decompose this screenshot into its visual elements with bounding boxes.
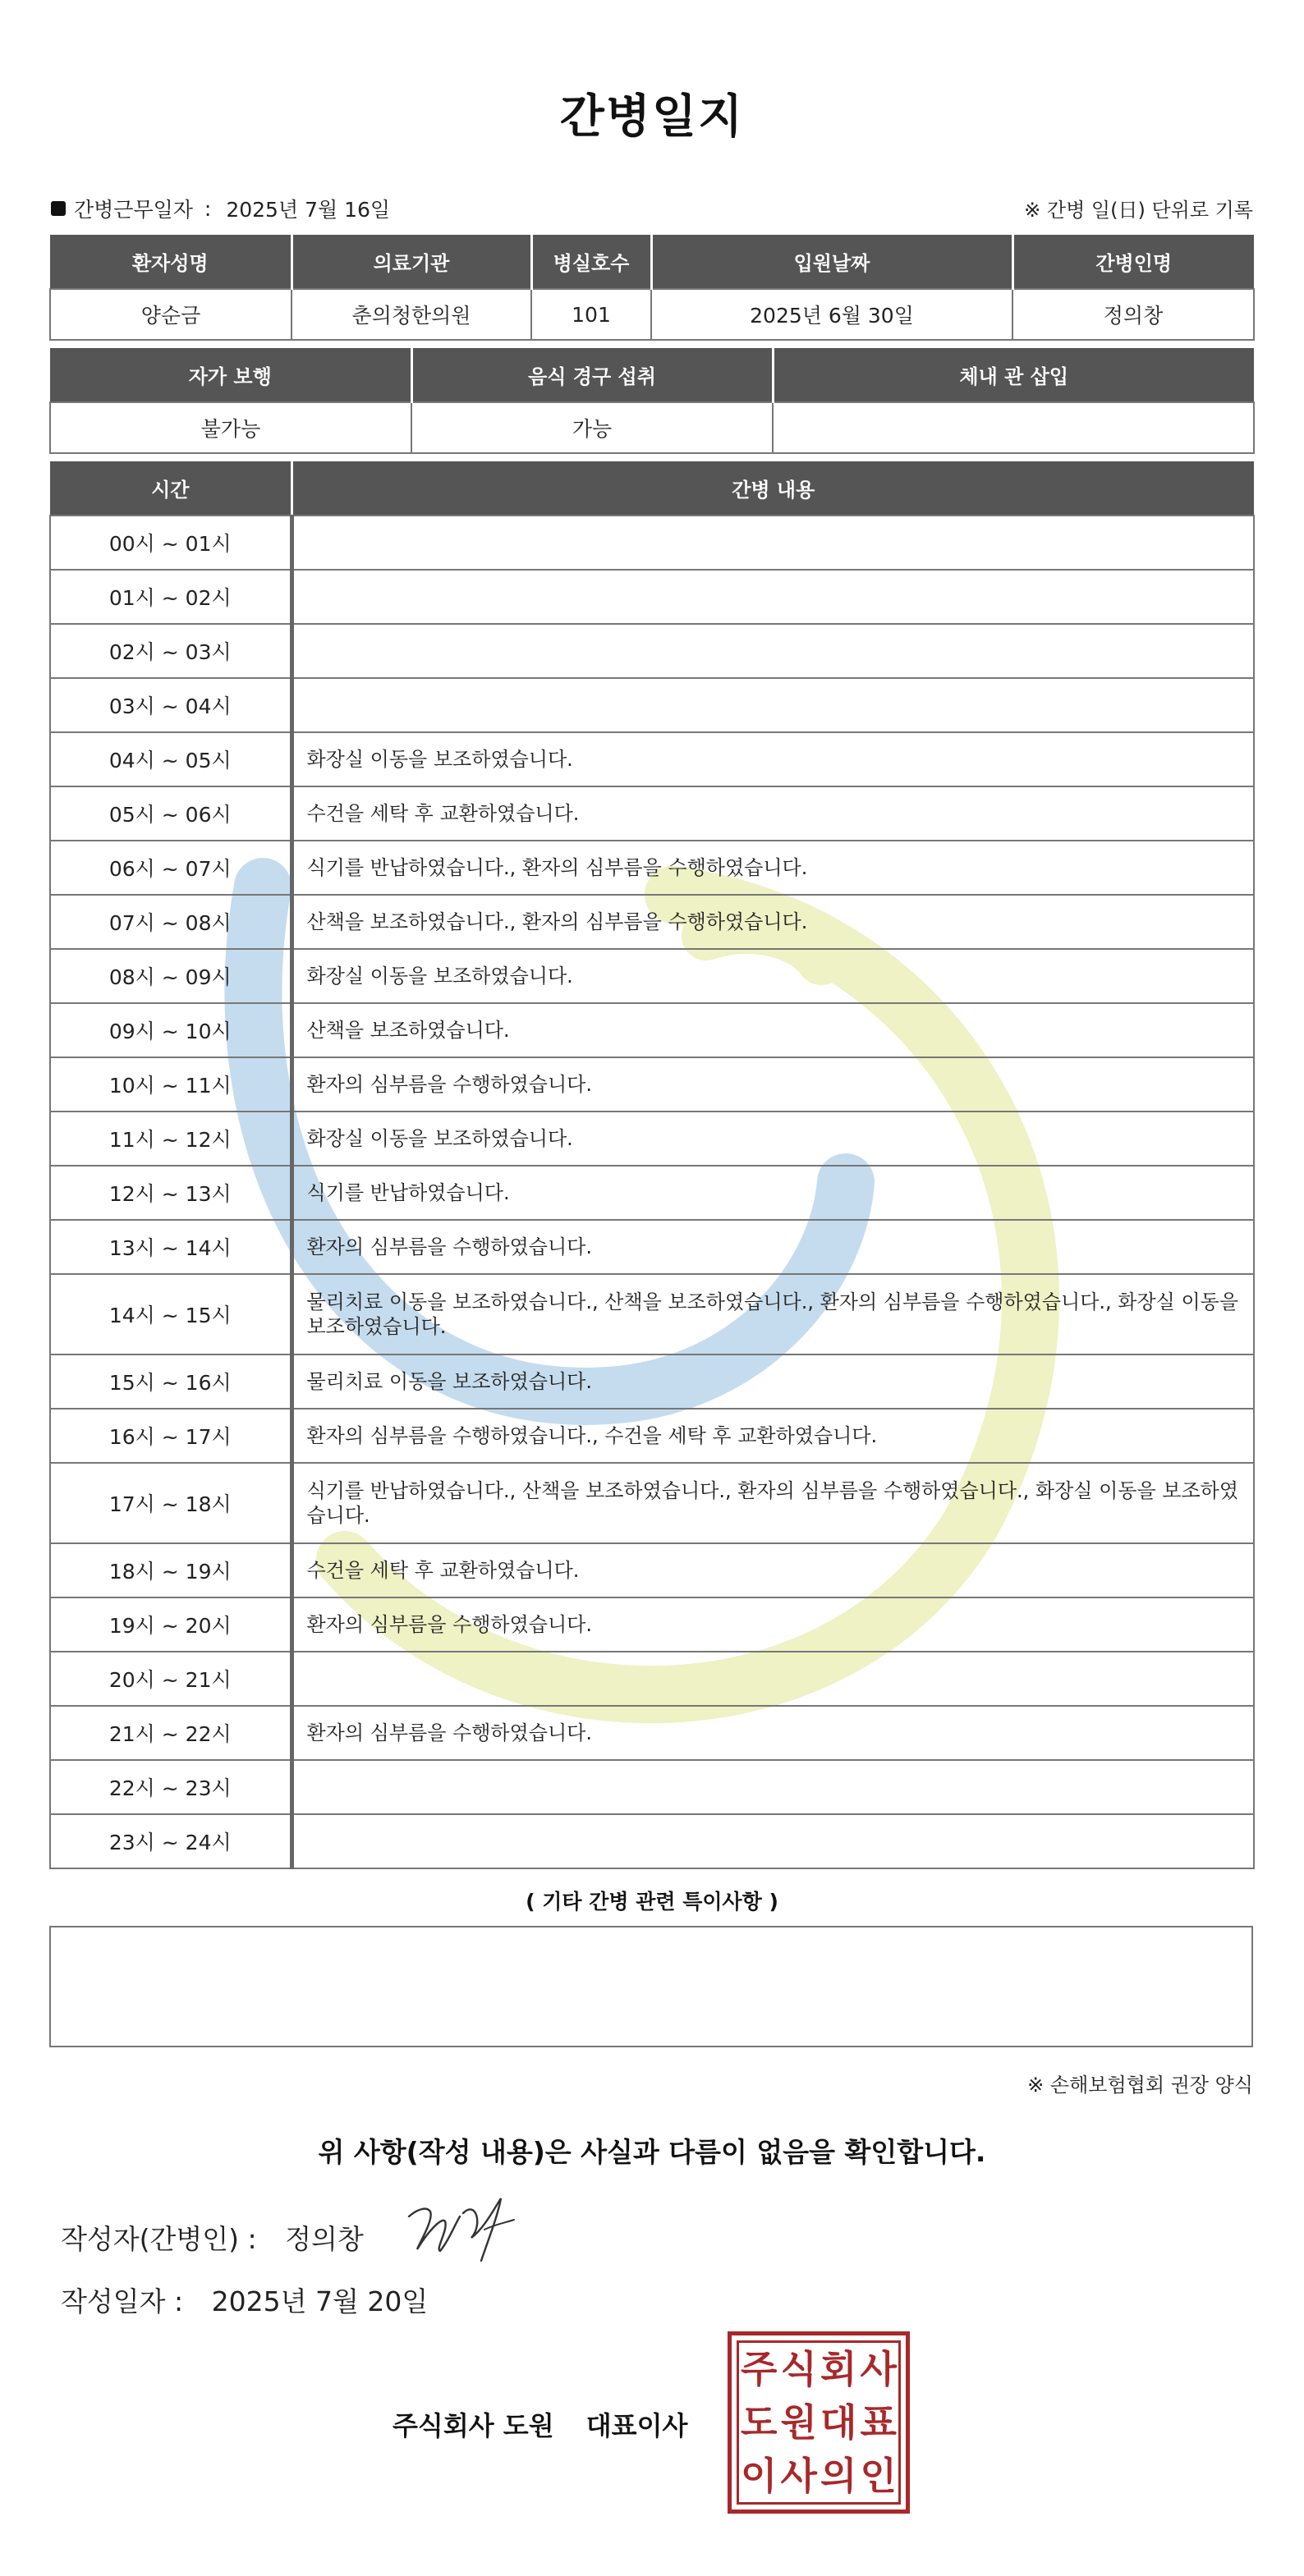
seal-char: 원 bbox=[780, 2400, 817, 2445]
document-title: 간병일지 bbox=[559, 90, 745, 144]
patient-info-table bbox=[49, 235, 1255, 341]
form-note: ※ 손해보험협회 권장 양식 bbox=[1027, 2074, 1253, 2097]
care-log-row bbox=[50, 841, 1254, 895]
company-line bbox=[393, 2405, 687, 2443]
care-log-time: 04시 ~ 05시 bbox=[50, 732, 292, 786]
patient-status-table bbox=[49, 348, 1255, 454]
seal-grid bbox=[737, 2340, 901, 2505]
seal-char: 식 bbox=[780, 2347, 817, 2392]
work-date-colon: : bbox=[204, 196, 212, 221]
seal-char: 사 bbox=[780, 2453, 817, 2498]
care-log-row bbox=[50, 1057, 1254, 1112]
care-log-row bbox=[50, 1814, 1254, 1868]
oral-intake-value: 가능 bbox=[411, 402, 773, 453]
header-room: 병실호수 bbox=[531, 235, 651, 289]
care-log-content: 화장실 이동을 보조하였습니다. bbox=[292, 949, 1254, 1003]
care-log-time: 13시 ~ 14시 bbox=[50, 1220, 292, 1274]
care-log-time: 05시 ~ 06시 bbox=[50, 786, 292, 841]
header-tube-insertion: 체내 관 삽입 bbox=[773, 348, 1254, 402]
care-log-content bbox=[292, 624, 1254, 678]
care-log-time: 14시 ~ 15시 bbox=[50, 1274, 292, 1354]
care-log-body bbox=[50, 516, 1254, 1868]
care-log-time: 09시 ~ 10시 bbox=[50, 1003, 292, 1057]
care-log-row bbox=[50, 678, 1254, 732]
writer-label: 작성자(간병인) : bbox=[61, 2223, 257, 2255]
seal-char: 표 bbox=[860, 2400, 897, 2445]
care-log-time: 18시 ~ 19시 bbox=[50, 1543, 292, 1597]
seal-char: 의 bbox=[820, 2453, 857, 2498]
written-date-line bbox=[61, 2280, 428, 2319]
care-log-content: 물리치료 이동을 보조하였습니다. bbox=[292, 1354, 1254, 1409]
header-oral-intake: 음식 경구 섭취 bbox=[411, 348, 773, 402]
care-log-row bbox=[50, 624, 1254, 678]
seal-char: 대 bbox=[820, 2400, 857, 2445]
patient-name: 양순금 bbox=[50, 289, 292, 340]
care-log-time: 20시 ~ 21시 bbox=[50, 1652, 292, 1706]
seal-char: 주 bbox=[741, 2347, 778, 2392]
care-log-time: 11시 ~ 12시 bbox=[50, 1112, 292, 1166]
hospital-name: 춘의청한의원 bbox=[292, 289, 531, 340]
care-log-row bbox=[50, 1652, 1254, 1706]
care-log-content: 수건을 세탁 후 교환하였습니다. bbox=[292, 786, 1254, 841]
care-log-content: 식기를 반납하였습니다., 환자의 심부름을 수행하였습니다. bbox=[292, 841, 1254, 895]
care-log-content: 환자의 심부름을 수행하였습니다. bbox=[292, 1597, 1254, 1652]
care-log-content: 산책을 보조하였습니다., 환자의 심부름을 수행하였습니다. bbox=[292, 895, 1254, 949]
room-number: 101 bbox=[531, 289, 651, 340]
care-log-time: 07시 ~ 08시 bbox=[50, 895, 292, 949]
care-log-row bbox=[50, 949, 1254, 1003]
care-log-content bbox=[292, 516, 1254, 570]
care-log-row bbox=[50, 1112, 1254, 1166]
writer-line bbox=[61, 2218, 364, 2257]
work-date-value: 2025년 7월 16일 bbox=[226, 198, 391, 222]
patient-value-row bbox=[50, 289, 1254, 340]
care-log-time: 15시 ~ 16시 bbox=[50, 1354, 292, 1409]
seal-char: 인 bbox=[860, 2453, 897, 2498]
care-log-row bbox=[50, 1220, 1254, 1274]
care-log-content: 수건을 세탁 후 교환하였습니다. bbox=[292, 1543, 1254, 1597]
care-log-content: 식기를 반납하였습니다. bbox=[292, 1166, 1254, 1220]
care-log-content: 환자의 심부름을 수행하였습니다., 수건을 세탁 후 교환하였습니다. bbox=[292, 1409, 1254, 1463]
care-log-row bbox=[50, 1003, 1254, 1057]
header-admission-date: 입원날짜 bbox=[651, 235, 1012, 289]
care-log-row bbox=[50, 732, 1254, 786]
special-notes-box bbox=[49, 1926, 1253, 2047]
care-log-content bbox=[292, 1814, 1254, 1868]
header-care-content: 간병 내용 bbox=[292, 461, 1254, 516]
care-log-header-row bbox=[50, 461, 1254, 516]
status-value-row bbox=[50, 402, 1254, 453]
care-log-time: 08시 ~ 09시 bbox=[50, 949, 292, 1003]
header-patient-name: 환자성명 bbox=[50, 235, 292, 289]
care-log-content bbox=[292, 1760, 1254, 1814]
written-date-label: 작성일자 : bbox=[61, 2285, 184, 2317]
care-log-row bbox=[50, 1463, 1254, 1543]
care-log-row bbox=[50, 516, 1254, 570]
care-log-content: 화장실 이동을 보조하였습니다. bbox=[292, 1112, 1254, 1166]
care-log-table bbox=[49, 461, 1255, 1869]
care-log-content bbox=[292, 570, 1254, 624]
self-walking-value: 불가능 bbox=[50, 402, 411, 453]
care-log-row bbox=[50, 786, 1254, 841]
care-log-content: 화장실 이동을 보조하였습니다. bbox=[292, 732, 1254, 786]
writer-name: 정의창 bbox=[285, 2223, 364, 2255]
bullet-square-icon bbox=[51, 201, 66, 216]
record-note: ※ 간병 일(日) 단위로 기록 bbox=[1024, 199, 1253, 222]
care-log-row bbox=[50, 1166, 1254, 1220]
care-log-content: 식기를 반납하였습니다., 산책을 보조하였습니다., 환자의 심부름을 수행하였습니다., 화장실 이동을 보조하였습니다. bbox=[292, 1463, 1254, 1543]
care-log-row bbox=[50, 1274, 1254, 1354]
care-log-content bbox=[292, 1652, 1254, 1706]
special-notes-title: ( 기타 간병 관련 특이사항 ) bbox=[526, 1890, 778, 1914]
care-log-row bbox=[50, 1409, 1254, 1463]
care-log-time: 12시 ~ 13시 bbox=[50, 1166, 292, 1220]
handwritten-signature bbox=[402, 2192, 526, 2266]
care-log-time: 17시 ~ 18시 bbox=[50, 1463, 292, 1543]
care-log-row bbox=[50, 1706, 1254, 1760]
work-date bbox=[51, 194, 390, 223]
patient-header-row bbox=[50, 235, 1254, 289]
admission-date: 2025년 6월 30일 bbox=[651, 289, 1012, 340]
tube-insertion-value bbox=[773, 402, 1254, 453]
written-date-value: 2025년 7월 20일 bbox=[211, 2285, 429, 2317]
care-log-row bbox=[50, 1597, 1254, 1652]
header-self-walking: 자가 보행 bbox=[50, 348, 411, 402]
care-log-row bbox=[50, 1543, 1254, 1597]
seal-char: 사 bbox=[860, 2347, 897, 2392]
care-log-time: 22시 ~ 23시 bbox=[50, 1760, 292, 1814]
seal-char: 이 bbox=[741, 2453, 778, 2498]
company-name: 주식회사 도원 bbox=[393, 2410, 554, 2441]
care-log-row bbox=[50, 1354, 1254, 1409]
caregiver-name: 정의창 bbox=[1012, 289, 1254, 340]
care-log-time: 01시 ~ 02시 bbox=[50, 570, 292, 624]
care-log-content: 환자의 심부름을 수행하였습니다. bbox=[292, 1220, 1254, 1274]
care-log-time: 19시 ~ 20시 bbox=[50, 1597, 292, 1652]
care-log-time: 06시 ~ 07시 bbox=[50, 841, 292, 895]
ceo-title: 대표이사 bbox=[585, 2410, 688, 2441]
care-log-time: 00시 ~ 01시 bbox=[50, 516, 292, 570]
care-log-time: 02시 ~ 03시 bbox=[50, 624, 292, 678]
company-seal-stamp bbox=[728, 2331, 910, 2514]
care-log-time: 16시 ~ 17시 bbox=[50, 1409, 292, 1463]
care-log-time: 23시 ~ 24시 bbox=[50, 1814, 292, 1868]
care-log-content: 산책을 보조하였습니다. bbox=[292, 1003, 1254, 1057]
care-log-row bbox=[50, 895, 1254, 949]
care-log-content: 환자의 심부름을 수행하였습니다. bbox=[292, 1057, 1254, 1112]
care-log-time: 10시 ~ 11시 bbox=[50, 1057, 292, 1112]
seal-char: 회 bbox=[820, 2347, 857, 2392]
care-log-time: 21시 ~ 22시 bbox=[50, 1706, 292, 1760]
care-log-content: 물리치료 이동을 보조하였습니다., 산책을 보조하였습니다., 환자의 심부름을 수행하였습니다., 화장실 이동을 보조하였습니다. bbox=[292, 1274, 1254, 1354]
work-date-label: 간병근무일자 bbox=[74, 198, 193, 222]
care-log-row bbox=[50, 1760, 1254, 1814]
confirmation-statement: 위 사항(작성 내용)은 사실과 다름이 없음을 확인합니다. bbox=[318, 2136, 986, 2168]
care-log-content: 환자의 심부름을 수행하였습니다. bbox=[292, 1706, 1254, 1760]
header-caregiver: 간병인명 bbox=[1012, 235, 1254, 289]
header-hospital: 의료기관 bbox=[292, 235, 531, 289]
care-log-content bbox=[292, 678, 1254, 732]
status-header-row bbox=[50, 348, 1254, 402]
seal-char: 도 bbox=[741, 2400, 778, 2445]
care-log-time: 03시 ~ 04시 bbox=[50, 678, 292, 732]
care-log-row bbox=[50, 570, 1254, 624]
header-time: 시간 bbox=[50, 461, 292, 516]
